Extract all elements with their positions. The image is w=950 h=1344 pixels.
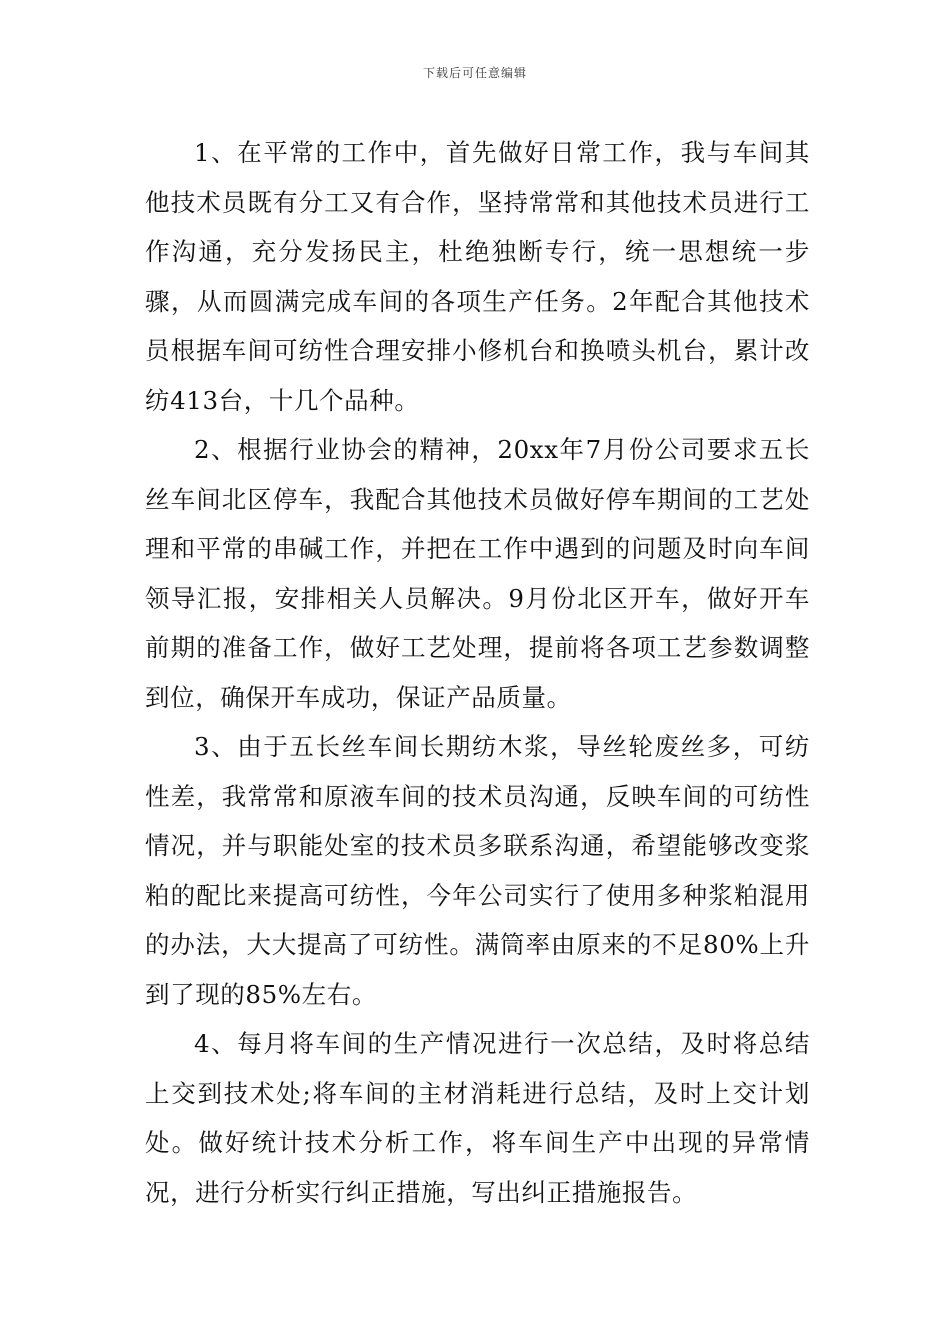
paragraph-1: 1、在平常的工作中，首先做好日常工作，我与车间其他技术员既有分工又有合作，坚持常常和其他技术员进行工作沟通，充分发扬民主，杜绝独断专行，统一思想统一步骤，从而圆满完成车间的各项生产任务。2年配合其他技术员根据车间可纺性合理安排小修机台和换喷头机台，累计改纺413台，十几个品种。 [145,138,810,415]
header-note: 下载后可任意编辑 [422,66,527,80]
paragraph-2: 2、根据行业协会的精神，20xx年7月份公司要求五长丝车间北区停车，我配合其他技术员做好停车期间的工艺处理和平常的串碱工作，并把在工作中遇到的问题及时向车间领导汇报，安排相关人员解决。9月份北区开车，做好开车前期的准备工作，做好工艺处理，提前将各项工艺参数调整到位，确保开车成功，保证产品质量。 [145,435,810,712]
paragraph-3: 3、由于五长丝车间长期纺木浆，导丝轮废丝多，可纺性差，我常常和原液车间的技术员沟通，反映车间的可纺性情况，并与职能处室的技术员多联系沟通，希望能够改变浆粕的配比来提高可纺性，今年公司实行了使用多种浆粕混用的办法，大大提高了可纺性。满筒率由原来的不足80%上升到了现的85%左右。 [145,732,810,1009]
paragraph-4: 4、每月将车间的生产情况进行一次总结，及时将总结上交到技术处;将车间的主材消耗进行总结，及时上交计划处。做好统计技术分析工作，将车间生产中出现的异常情况，进行分析实行纠正措施，写出纠正措施报告。 [145,1029,810,1207]
document-body [145,128,810,1217]
